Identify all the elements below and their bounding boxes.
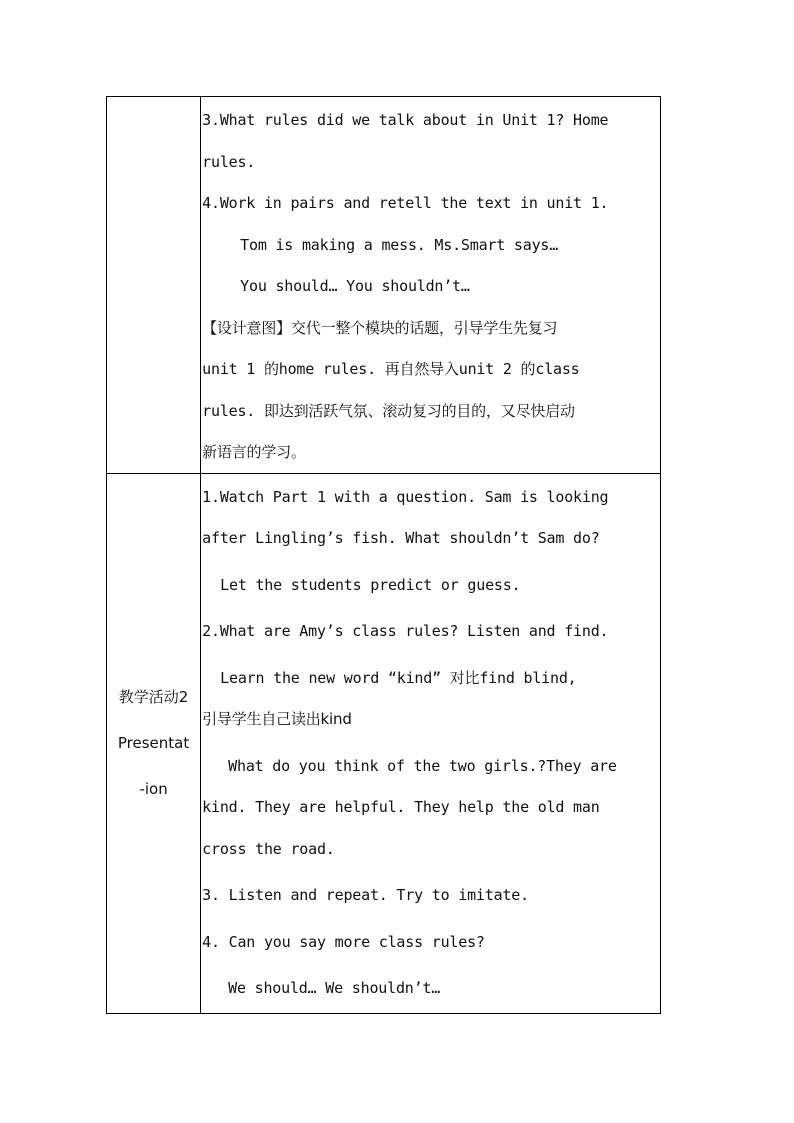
text-line: 引导学生自己读出kind (202, 710, 352, 728)
activity-label-line: Presentat (117, 734, 190, 752)
text-line: Let the students predict or guess. (220, 575, 521, 594)
activity-label-line: 教学活动2 (118, 688, 189, 706)
text-line: 1.Watch Part 1 with a question. Sam is looking (202, 487, 609, 506)
text-line: We should… We shouldn’t… (228, 979, 441, 997)
text-line: rules. 即达到活跃气氛、滚动复习的目的，又尽快启动 (202, 401, 575, 420)
activity-label-cell (107, 473, 201, 1013)
text-line: 4.Work in pairs and retell the text in unit 1. (202, 194, 609, 212)
text-line: What do you think of the two girls.?They are (228, 756, 617, 775)
text-line: unit 1 的home rules. 再自然导入unit 2 的class (202, 360, 580, 378)
text-line: Learn the new word “kind” 对比find blind, (220, 668, 577, 687)
row-content-cell (201, 97, 661, 474)
text-line: 新语言的学习。 (202, 443, 306, 461)
text-line: 4. Can you say more class rules? (202, 932, 485, 951)
table-row (107, 473, 661, 1013)
text-line: cross the road. (202, 839, 335, 858)
row-label-cell (107, 97, 201, 474)
design-intent-line: 【设计意图】交代一整个模块的话题，引导学生先复习 (202, 318, 558, 337)
text-line: 3.What rules did we talk about in Unit 1? Home (202, 111, 609, 129)
text-line: after Lingling’s fish. What shouldn’t Sam do? (202, 529, 600, 547)
text-line: rules. (202, 152, 256, 171)
text-line: Tom is making a mess. Ms.Smart says… (240, 235, 559, 254)
text-line: 2.What are Amy’s class rules? Listen and find. (202, 622, 609, 640)
text-line: 3. Listen and repeat. Try to imitate. (202, 886, 529, 904)
text-line: kind. They are helpful. They help the old man (202, 798, 600, 816)
lesson-plan-table (106, 96, 661, 1014)
activity-label-line: -ion (139, 780, 168, 798)
table-row (107, 97, 661, 474)
row-content-cell (201, 473, 661, 1013)
text-line: You should… You shouldn’t… (240, 277, 470, 295)
